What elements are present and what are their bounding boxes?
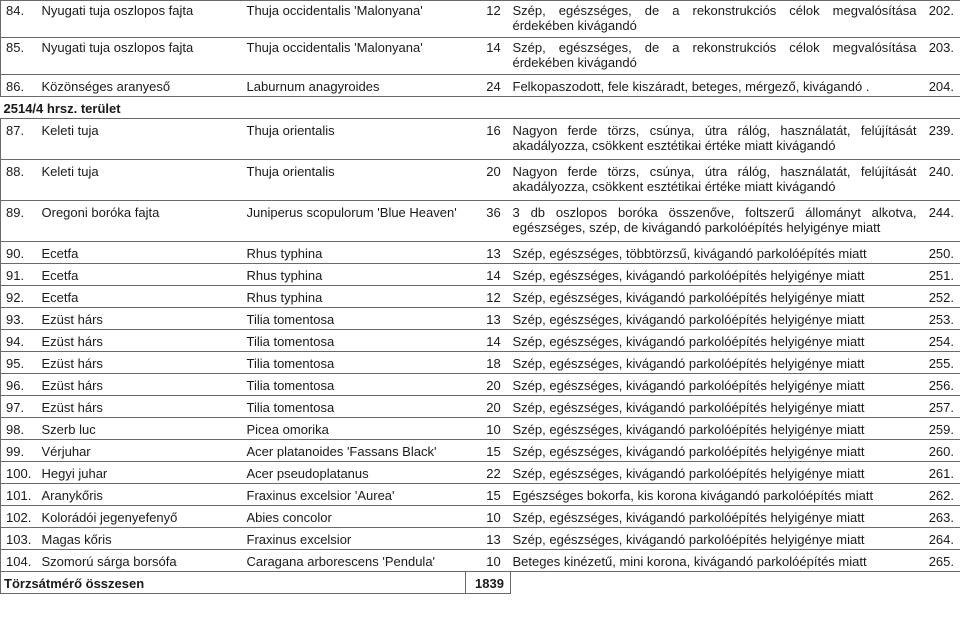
table-row	[1, 75, 960, 97]
trunk-diameter: 20	[466, 160, 511, 201]
scientific-name: Laburnum anagyroides	[243, 75, 466, 97]
scientific-name: Thuja occidentalis 'Malonyana'	[243, 38, 466, 75]
row-number: 91.	[1, 264, 39, 286]
trunk-diameter: 14	[466, 330, 511, 352]
parcel-number: 262.	[920, 484, 960, 506]
scientific-name: Picea omorika	[243, 418, 466, 440]
condition-description: Szép, egészséges, kivágandó parkolóépítés helyigénye miatt	[511, 440, 920, 462]
table-row	[1, 418, 960, 440]
parcel-number: 252.	[920, 286, 960, 308]
row-number: 89.	[1, 201, 39, 242]
condition-description: Szép, egészséges, de a rekonstrukciós célok megvalósítása érdekében kivágandó	[511, 1, 920, 38]
row-number: 101.	[1, 484, 39, 506]
trunk-diameter: 20	[466, 396, 511, 418]
table-row	[1, 286, 960, 308]
row-number: 86.	[1, 75, 39, 97]
parcel-number: 261.	[920, 462, 960, 484]
condition-description: Szép, egészséges, kivágandó parkolóépítés helyigénye miatt	[511, 506, 920, 528]
condition-description: Szép, egészséges, kivágandó parkolóépítés helyigénye miatt	[511, 308, 920, 330]
row-number: 85.	[1, 38, 39, 75]
table-row	[1, 396, 960, 418]
table-row	[1, 352, 960, 374]
row-number: 99.	[1, 440, 39, 462]
common-name: Ezüst hárs	[39, 308, 243, 330]
common-name: Ecetfa	[39, 264, 243, 286]
row-number: 103.	[1, 528, 39, 550]
common-name: Ezüst hárs	[39, 352, 243, 374]
common-name: Ecetfa	[39, 286, 243, 308]
scientific-name: Acer pseudoplatanus	[243, 462, 466, 484]
scientific-name: Tilia tomentosa	[243, 352, 466, 374]
table-row	[1, 308, 960, 330]
condition-description: Szép, egészséges, kivágandó parkolóépítés helyigénye miatt	[511, 462, 920, 484]
table-row	[1, 440, 960, 462]
row-number: 100.	[1, 462, 39, 484]
row-number: 95.	[1, 352, 39, 374]
row-number: 87.	[1, 119, 39, 160]
total-group	[1, 572, 960, 594]
trunk-diameter: 15	[466, 484, 511, 506]
scientific-name: Rhus typhina	[243, 242, 466, 264]
row-number: 97.	[1, 396, 39, 418]
row-number: 104.	[1, 550, 39, 572]
common-name: Szomorú sárga borsófa	[39, 550, 243, 572]
common-name: Oregoni boróka fajta	[39, 201, 243, 242]
table-row	[1, 119, 960, 160]
parcel-number: 263.	[920, 506, 960, 528]
total-value: 1839	[466, 572, 511, 594]
parcel-number: 240.	[920, 160, 960, 201]
trunk-diameter: 10	[466, 418, 511, 440]
parcel-number: 259.	[920, 418, 960, 440]
table-row	[1, 374, 960, 396]
parcel-number: 203.	[920, 38, 960, 75]
total-label: Törzsátmérő összesen	[1, 572, 466, 594]
table-row	[1, 528, 960, 550]
row-number: 92.	[1, 286, 39, 308]
common-name: Ezüst hárs	[39, 396, 243, 418]
section-label: 2514/4 hrsz. terület	[1, 97, 960, 119]
parcel-number: 257.	[920, 396, 960, 418]
row-number: 90.	[1, 242, 39, 264]
trunk-diameter: 13	[466, 242, 511, 264]
scientific-name: Rhus typhina	[243, 286, 466, 308]
common-name: Nyugati tuja oszlopos fajta	[39, 1, 243, 38]
scientific-name: Tilia tomentosa	[243, 308, 466, 330]
scientific-name: Thuja orientalis	[243, 160, 466, 201]
parcel-number: 265.	[920, 550, 960, 572]
common-name: Hegyi juhar	[39, 462, 243, 484]
scientific-name: Caragana arborescens 'Pendula'	[243, 550, 466, 572]
total-empty	[511, 572, 960, 594]
trunk-diameter: 16	[466, 119, 511, 160]
table-row	[1, 550, 960, 572]
table-row	[1, 160, 960, 201]
trunk-diameter: 10	[466, 506, 511, 528]
condition-description: Szép, egészséges, de a rekonstrukciós célok megvalósítása érdekében kivágandó	[511, 38, 920, 75]
common-name: Keleti tuja	[39, 160, 243, 201]
scientific-name: Juniperus scopulorum 'Blue Heaven'	[243, 201, 466, 242]
parcel-number: 251.	[920, 264, 960, 286]
common-name: Közönséges aranyeső	[39, 75, 243, 97]
common-name: Aranykőris	[39, 484, 243, 506]
common-name: Nyugati tuja oszlopos fajta	[39, 38, 243, 75]
trunk-diameter: 36	[466, 201, 511, 242]
total-row	[1, 572, 960, 594]
table-row	[1, 264, 960, 286]
trunk-diameter: 14	[466, 264, 511, 286]
condition-description: Szép, egészséges, többtörzsű, kivágandó parkolóépítés miatt	[511, 242, 920, 264]
condition-description: Szép, egészséges, kivágandó parkolóépítés helyigénye miatt	[511, 264, 920, 286]
condition-description: Nagyon ferde törzs, csúnya, útra rálóg, használatát, felújítását akadályozza, csökkent esztétikai értéke miatt kivágandó	[511, 160, 920, 201]
table-body-upper	[1, 1, 960, 97]
common-name: Ezüst hárs	[39, 330, 243, 352]
trunk-diameter: 15	[466, 440, 511, 462]
condition-description: Szép, egészséges, kivágandó parkolóépítés helyigénye miatt	[511, 528, 920, 550]
common-name: Magas kőris	[39, 528, 243, 550]
condition-description: Szép, egészséges, kivágandó parkolóépítés helyigénye miatt	[511, 352, 920, 374]
table-body-lower	[1, 119, 960, 572]
table-row	[1, 242, 960, 264]
table-row	[1, 1, 960, 38]
section-header-group	[1, 97, 960, 119]
trunk-diameter: 13	[466, 308, 511, 330]
trunk-diameter: 13	[466, 528, 511, 550]
scientific-name: Fraxinus excelsior	[243, 528, 466, 550]
parcel-number: 256.	[920, 374, 960, 396]
common-name: Szerb luc	[39, 418, 243, 440]
common-name: Kolorádói jegenyefenyő	[39, 506, 243, 528]
row-number: 84.	[1, 1, 39, 38]
condition-description: Szép, egészséges, kivágandó parkolóépítés helyigénye miatt	[511, 374, 920, 396]
condition-description: Felkopaszodott, fele kiszáradt, beteges, mérgező, kivágandó .	[511, 75, 920, 97]
scientific-name: Fraxinus excelsior 'Aurea'	[243, 484, 466, 506]
table-row	[1, 330, 960, 352]
scientific-name: Rhus typhina	[243, 264, 466, 286]
row-number: 94.	[1, 330, 39, 352]
common-name: Keleti tuja	[39, 119, 243, 160]
condition-description: Szép, egészséges, kivágandó parkolóépítés helyigénye miatt	[511, 330, 920, 352]
trunk-diameter: 18	[466, 352, 511, 374]
table-row	[1, 462, 960, 484]
parcel-number: 244.	[920, 201, 960, 242]
scientific-name: Tilia tomentosa	[243, 374, 466, 396]
scientific-name: Tilia tomentosa	[243, 330, 466, 352]
parcel-number: 239.	[920, 119, 960, 160]
condition-description: Nagyon ferde törzs, csúnya, útra rálóg, használatát, felújítását akadályozza, csökkent esztétikai értéke miatt kivágandó	[511, 119, 920, 160]
common-name: Vérjuhar	[39, 440, 243, 462]
table-row	[1, 506, 960, 528]
row-number: 102.	[1, 506, 39, 528]
parcel-number: 202.	[920, 1, 960, 38]
parcel-number: 254.	[920, 330, 960, 352]
section-row	[1, 97, 960, 119]
trunk-diameter: 20	[466, 374, 511, 396]
condition-description: Egészséges bokorfa, kis korona kivágandó parkolóépítés miatt	[511, 484, 920, 506]
parcel-number: 264.	[920, 528, 960, 550]
trunk-diameter: 22	[466, 462, 511, 484]
condition-description: 3 db oszlopos boróka összenőve, foltszerű állományt alkotva, egészséges, szép, de kivágandó parkolóépítés helyigénye miatt	[511, 201, 920, 242]
row-number: 93.	[1, 308, 39, 330]
table-row	[1, 38, 960, 75]
parcel-number: 253.	[920, 308, 960, 330]
trunk-diameter: 24	[466, 75, 511, 97]
parcel-number: 204.	[920, 75, 960, 97]
trunk-diameter: 12	[466, 1, 511, 38]
common-name: Ezüst hárs	[39, 374, 243, 396]
scientific-name: Thuja occidentalis 'Malonyana'	[243, 1, 466, 38]
condition-description: Szép, egészséges, kivágandó parkolóépítés helyigénye miatt	[511, 286, 920, 308]
scientific-name: Thuja orientalis	[243, 119, 466, 160]
parcel-number: 255.	[920, 352, 960, 374]
condition-description: Szép, egészséges, kivágandó parkolóépítés helyigénye miatt	[511, 418, 920, 440]
scientific-name: Acer platanoides 'Fassans Black'	[243, 440, 466, 462]
table-row	[1, 484, 960, 506]
trunk-diameter: 14	[466, 38, 511, 75]
trunk-diameter: 10	[466, 550, 511, 572]
table-row	[1, 201, 960, 242]
common-name: Ecetfa	[39, 242, 243, 264]
parcel-number: 250.	[920, 242, 960, 264]
condition-description: Szép, egészséges, kivágandó parkolóépítés helyigénye miatt	[511, 396, 920, 418]
parcel-number: 260.	[920, 440, 960, 462]
row-number: 96.	[1, 374, 39, 396]
row-number: 88.	[1, 160, 39, 201]
condition-description: Beteges kinézetű, mini korona, kivágandó parkolóépítés miatt	[511, 550, 920, 572]
trunk-diameter: 12	[466, 286, 511, 308]
scientific-name: Abies concolor	[243, 506, 466, 528]
row-number: 98.	[1, 418, 39, 440]
scientific-name: Tilia tomentosa	[243, 396, 466, 418]
